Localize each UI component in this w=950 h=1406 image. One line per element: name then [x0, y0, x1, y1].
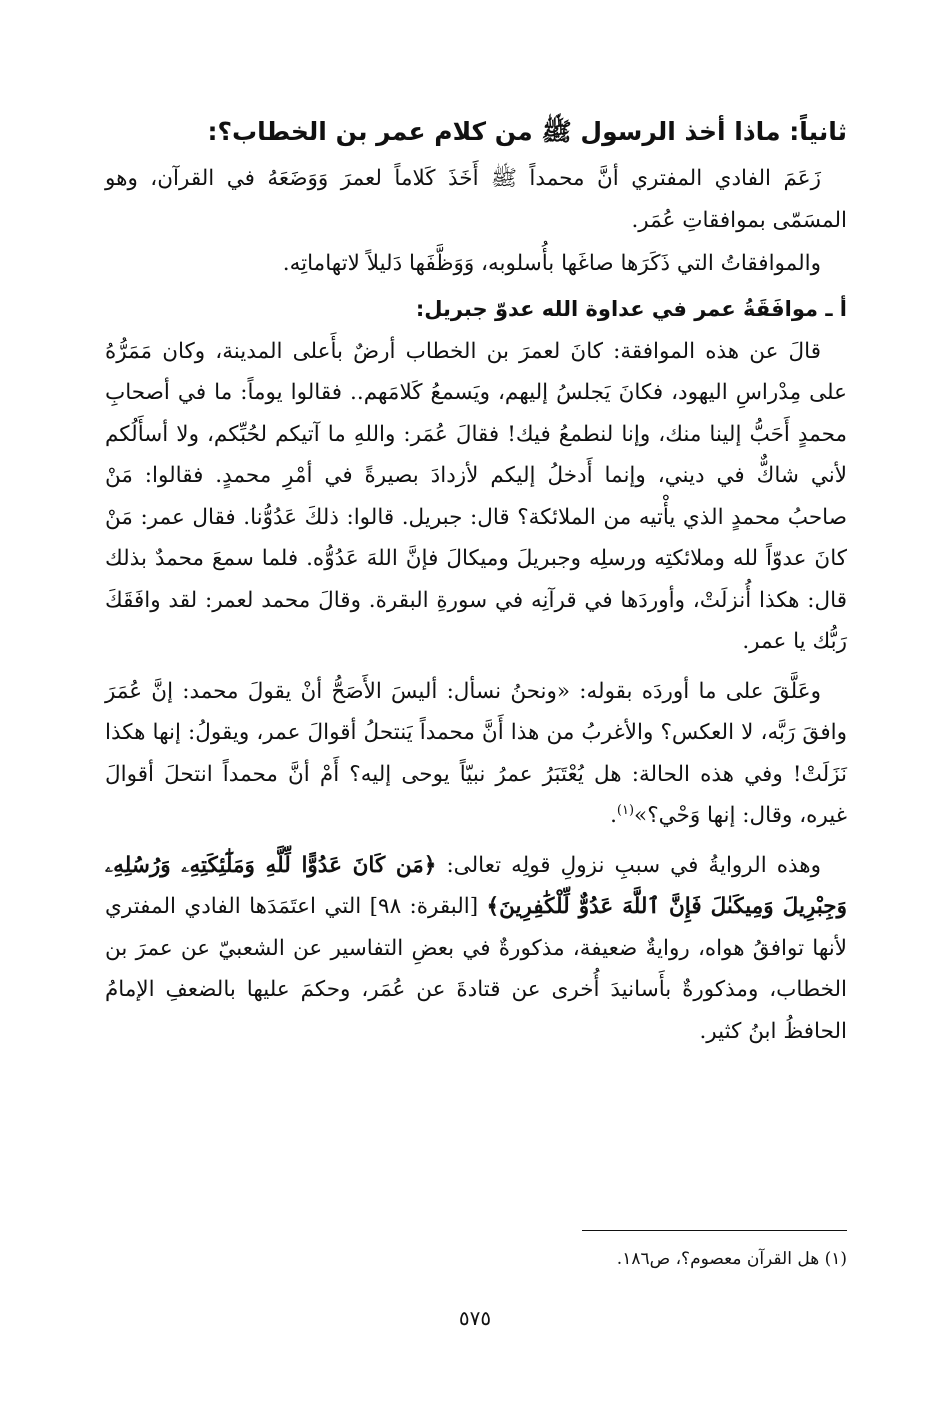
footnote-divider — [582, 1230, 847, 1231]
narration-paragraph — [105, 845, 847, 1053]
story-paragraph: قالَ عن هذه الموافقة: كانَ لعمرَ بن الخطاب أرضٌ بأَعلى المدينة، وكان مَمَرُّهُ على مِدْراسِ اليهود، فكانَ يَجلسُ إليهم، ويَسمعُ كَلامَهم.. فقالوا يوماً: ما في أصحابِ محمدٍ أَحَبُّ إلينا منك، وإنا لنطمعُ فيك! فقالَ عُمَر: واللهِ ما آتيكم لحُبِّكم، ولا أسأَلُكم لأني شاكٌّ في ديني، وإنما أَدخلُ إليكم لأزدادَ بصيرةً في أمْرِ محمدٍ. فقالوا: مَنْ صاحبُ محمدٍ الذي يأْتيه من الملائكة؟ قال: جبريل. قالوا: ذلكَ عَدُوُّنا. فقال عمر: مَنْ كانَ عدوّاً لله وملائكتِه ورسلِه وجبريلَ وميكالَ فإنَّ اللهَ عَدُوُّه. فلما سمعَ محمدٌ بذلك قال: هكذا أُنزلَتْ، وأوردَها في قرآنِه في سورةِ البقرة. وقالَ محمد لعمر: لقد وافَقَكَ رَبُّك يا عمر. — [105, 338, 847, 654]
narration-intro: وهذه الروايةُ في سببِ نزولِ قولِه تعالى: — [436, 852, 822, 878]
intro-paragraph-2: والموافقاتُ التي ذَكَرَها صاغَها بأُسلوبه، وَوَظَّفَها دَليلاً لاتهاماتِه. — [282, 251, 821, 276]
comment-text: وعَلَّقَ على ما أوردَه بقوله: «ونحنُ نسأل: أليسَ الأَصَحُّ أنْ يقولَ محمد: إنَّ عُمَرَ وافقَ رَبَّه، لا العكس؟ والأغربُ من هذا أَنَّ محمداً يَنتحلُ أقوالَ عمر، ويقولُ: إنها هكذا نَزَلَتْ! وفي هذه الحالة: هل يُعْتَبَرُ عمرُ نبيّاً يوحى إليه؟ أَمْ أنَّ محمداً انتحلَ أقوالَ غيره، وقال: إنها وَحْي؟» — [105, 678, 847, 828]
subsection-heading: أ ـ موافَقَةُ عمر في عداوة الله عدوّ جبريل: — [415, 296, 847, 321]
comment-end: . — [610, 803, 617, 828]
section-heading: ثانياً: ماذا أخذ الرسول ﷺ من كلام عمر بن الخطاب؟: — [207, 117, 847, 146]
comment-paragraph — [105, 671, 847, 837]
verse-citation: [البقرة: ٩٨] — [361, 894, 487, 919]
footnote-marker[interactable]: (١) — [616, 802, 635, 818]
quran-verse: ﴿مَن كَانَ عَدُوًّا لِّلَّهِ وَمَلَٰٓئِكَتِهِۦ وَرُسُلِهِۦ وَجِبْرِيلَ وَمِيكَىٰلَ فَإِنَّ ٱللَّهَ عَدُوٌّ لِّلْكَٰفِرِينَ﴾ — [105, 852, 847, 919]
footnote: (١) هل القرآن معصوم؟، ص١٨٦. — [616, 1249, 847, 1269]
narration-rest: التي اعتَمَدَها الفادي المفتري لأنها توافقُ هواه، روايةٌ ضعيفة، مذكورةٌ في بعضِ التفاسير عن الشعبيّ عن عمرَ بن الخطاب، ومذكورةٌ بأَسانيدَ أُخرى عن قتادةَ عن عُمَر، وحكمَ عليها بالضعفِ الإمامُ الحافظُ ابنُ كثير. — [105, 894, 847, 1044]
page-number: ٥٧٥ — [458, 1306, 492, 1330]
intro-paragraph: زَعَمَ الفادي المفتري أنَّ محمداً ﷺ أَخَذَ كَلاماً لعمرَ وَوَضَعَهُ في القرآن، وهو المسَمّى بموافقاتِ عُمَر. — [105, 166, 847, 233]
page-body — [105, 108, 847, 1060]
